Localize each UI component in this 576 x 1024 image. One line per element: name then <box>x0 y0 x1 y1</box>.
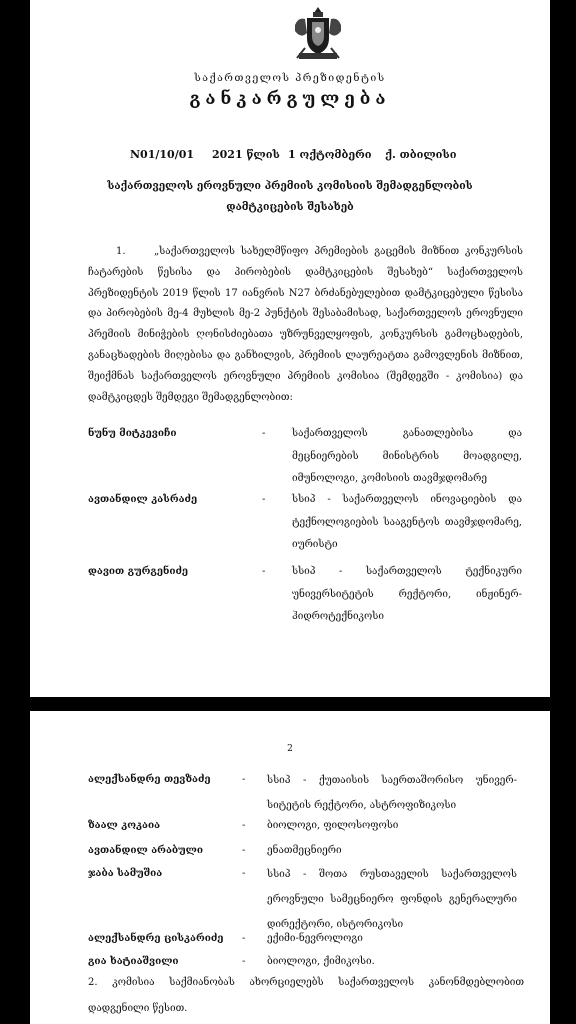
member-dash: - <box>242 868 246 879</box>
issuer-heading: საქართველოს პრეზიდენტის <box>194 72 386 84</box>
page-number: 2 <box>287 744 293 754</box>
member-name: გია ხატიაშვილი <box>88 956 179 967</box>
member-name: ავთანდილ კასრაძე <box>88 494 198 505</box>
document-city: ქ. თბილისი <box>385 148 457 161</box>
member-name: ჯაბა სამუშია <box>88 868 163 879</box>
member-dash: - <box>242 774 246 785</box>
member-role: სსიპ - საქართველოს ტექნიკური უნივერსიტეტის რექტორი, ინჟინერ-ჰიდროტექნიკოსი <box>292 566 522 622</box>
document-title-line1: საქართველოს ეროვნული პრემიის კომისიის შემადგენლობის <box>107 180 473 192</box>
document-number: N01/10/01 <box>130 148 195 161</box>
document-year: 2021 წლის <box>212 148 280 161</box>
document-page-2 <box>30 711 550 1024</box>
member-dash: - <box>242 956 246 967</box>
member-dash: - <box>262 494 266 505</box>
paragraph-text: „საქართველოს სახელმწიფო პრემიების გაცემის მიზნით კონკურსის ჩატარების წესისა და პირობების დამტკიცების შესახებ“ საქართველოს პრეზიდენტის 2019 წლის 17 იანვრის N27 ბრძანებულებით დამტკიცებული წესისა და პირობების მე-4 მუხლის მე-2 პუნქტის შესაბამისად, საქართველოს ეროვნული პრემიის მინიჭების ღონისძიებათა უზრუნველყოფის, კონკურსის გამოცხადების, განაცხადების მიღებისა და განხილვის, პრემიის ლაურეატთა გამოვლენის მიზნით, შეიქმნას საქართველოს ეროვნული პრემიის კომისია (შემდეგში - კომისია) და დამტკიცდეს შემდეგი შემადგენლობით: <box>88 246 523 403</box>
member-role: ექიმი-ნევროლოგი <box>267 933 363 944</box>
paragraph-1 <box>88 242 523 408</box>
member-role: სსიპ - ქუთაისის საერთაშორისო უნივერ-სიტეტის რექტორი, ასტროფიზიკოსი <box>267 775 517 811</box>
member-name: ალექსანდრე თევზაძე <box>88 774 211 785</box>
member-dash: - <box>242 933 246 944</box>
member-name: ავთანდილ არაბული <box>88 845 203 856</box>
member-dash: - <box>262 566 266 577</box>
member-dash: - <box>242 820 246 831</box>
member-role: სსიპ - საქართველოს ინოვაციების და ტექნოლოგიების სააგენტოს თავმჯდომარე, იურისტი <box>292 494 522 550</box>
document-day: 1 ოქტომბერი <box>288 148 372 161</box>
member-name: დავით გურგენიძე <box>88 566 189 577</box>
member-role: ენათმეცნიერი <box>267 845 342 856</box>
member-dash: - <box>262 428 266 439</box>
member-name: ალექსანდრე ცისკარიძე <box>88 933 224 944</box>
member-name: ნუნუ მიტკევიჩი <box>88 428 177 439</box>
member-role: საქართველოს განათლებისა და მეცნიერების მინისტრის მოადგილე, იმუნოლოგი, კომისიის თავმჯდომარე <box>292 428 522 484</box>
document-page-1 <box>30 0 550 697</box>
member-role: სსიპ - შოთა რუსთაველის საქართველოს ეროვნული სამეცნიერო ფონდის გენერალური დირექტორი, ისტორიკოსი <box>267 869 517 930</box>
paragraph-2: 2. კომისია საქმიანობას ახორციელებს საქართველოს კანონმდებლობით დადგენილი წესით. <box>88 977 524 1014</box>
document-type-heading: განკარგულება <box>189 89 391 109</box>
member-name: ზაალ კოკაია <box>88 820 161 831</box>
paragraph-number: 1. <box>116 246 126 257</box>
coat-of-arms-icon <box>287 3 349 65</box>
member-role: ბიოლოგი, ფილოსოფოსი <box>267 820 399 831</box>
document-title-line2: დამტკიცების შესახებ <box>226 201 354 213</box>
member-role: ბიოლოგი, ქიმიკოსი. <box>267 956 375 967</box>
member-dash: - <box>242 845 246 856</box>
